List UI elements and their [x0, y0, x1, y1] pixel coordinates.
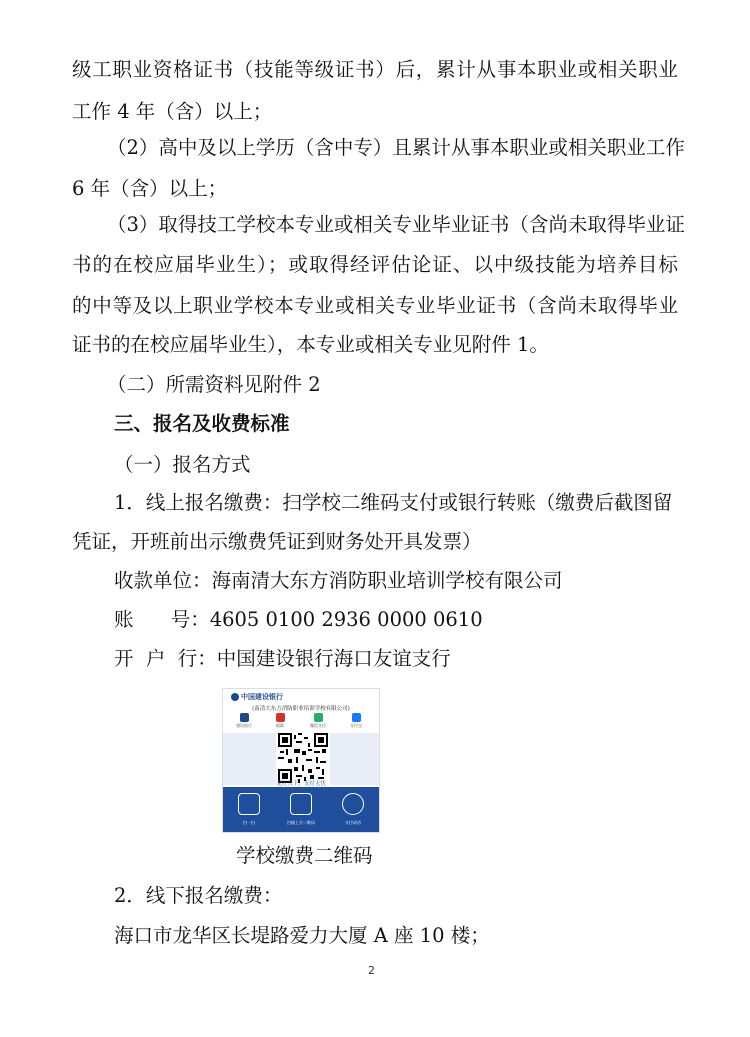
wechat-pay-icon: 微信支付	[303, 713, 333, 729]
ccb-pay-icon: 建设银行	[229, 713, 259, 729]
bank-line: 开 户 行：中国建设银行海口友谊支行	[114, 647, 451, 670]
paragraph-line: 1．线上报名缴费：扫学校二维码支付或银行转账（缴费后截图留	[114, 491, 673, 514]
qr-bottom-bar	[223, 787, 379, 832]
bank-logo: 中国建设银行	[231, 692, 283, 702]
account-number-line: 账 号：4605 0100 2936 0000 0610	[114, 608, 483, 631]
section-heading: 三、报名及收费标准	[114, 412, 290, 435]
scan-qr-step: 扫描上方二维码	[281, 793, 321, 826]
qr-payment-card	[222, 688, 380, 833]
paragraph-line: 6 年（含）以上；	[72, 177, 228, 200]
paragraph-line: 证书的在校应届毕业生），本专业或相关专业见附件 1。	[72, 333, 549, 356]
payee-line: 收款单位：海南清大东方消防职业培训学校有限公司	[114, 569, 563, 592]
paragraph-line: （3）取得技工学校本专业或相关专业毕业证书（含尚未取得毕业证	[107, 213, 685, 236]
address-line: 海口市龙华区长堤路爱力大厦 A 座 10 楼；	[114, 924, 490, 947]
success-icon	[342, 793, 364, 815]
ccb-logo-icon	[231, 693, 239, 701]
paragraph-line: 凭证，开班前出示缴费凭证到财务处开具发票）	[72, 530, 482, 553]
paragraph-line: 工作 4 年（含）以上；	[72, 100, 273, 123]
payment-methods	[229, 713, 373, 731]
qr-merchant-name: (南清大东方消防职业培训学校有限公司)	[252, 706, 350, 712]
scan-icon	[238, 793, 260, 815]
qr-code[interactable]	[276, 731, 330, 785]
paragraph-line: 的中等及以上职业学校本专业或相关专业毕业证书（含尚未取得毕业	[72, 294, 678, 317]
page-number: 2	[368, 964, 375, 977]
qr-slogan: 龙行天下，支付无忧	[276, 781, 326, 787]
paragraph-line: 2．线下报名缴费：	[114, 884, 283, 907]
success-step: 支付成功	[333, 793, 373, 826]
scan-step: 扫一扫	[229, 793, 269, 826]
alipay-icon: 支付宝	[341, 713, 371, 729]
paragraph-line: 书的在校应届毕业生）；或取得经评估论证、以中级技能为培养目标	[72, 253, 678, 276]
paragraph-line: （2）高中及以上学历（含中专）且累计从事本职业或相关职业工作	[107, 136, 685, 159]
qr-scan-icon	[290, 793, 312, 815]
subsection-heading: （一）报名方式	[114, 453, 251, 476]
qr-caption: 学校缴费二维码	[236, 844, 373, 867]
paragraph-line: 级工职业资格证书（技能等级证书）后，累计从事本职业或相关职业	[72, 58, 678, 81]
paragraph-line: （二）所需资料见附件 2	[107, 373, 321, 396]
unionpay-icon: 银联	[265, 713, 295, 729]
